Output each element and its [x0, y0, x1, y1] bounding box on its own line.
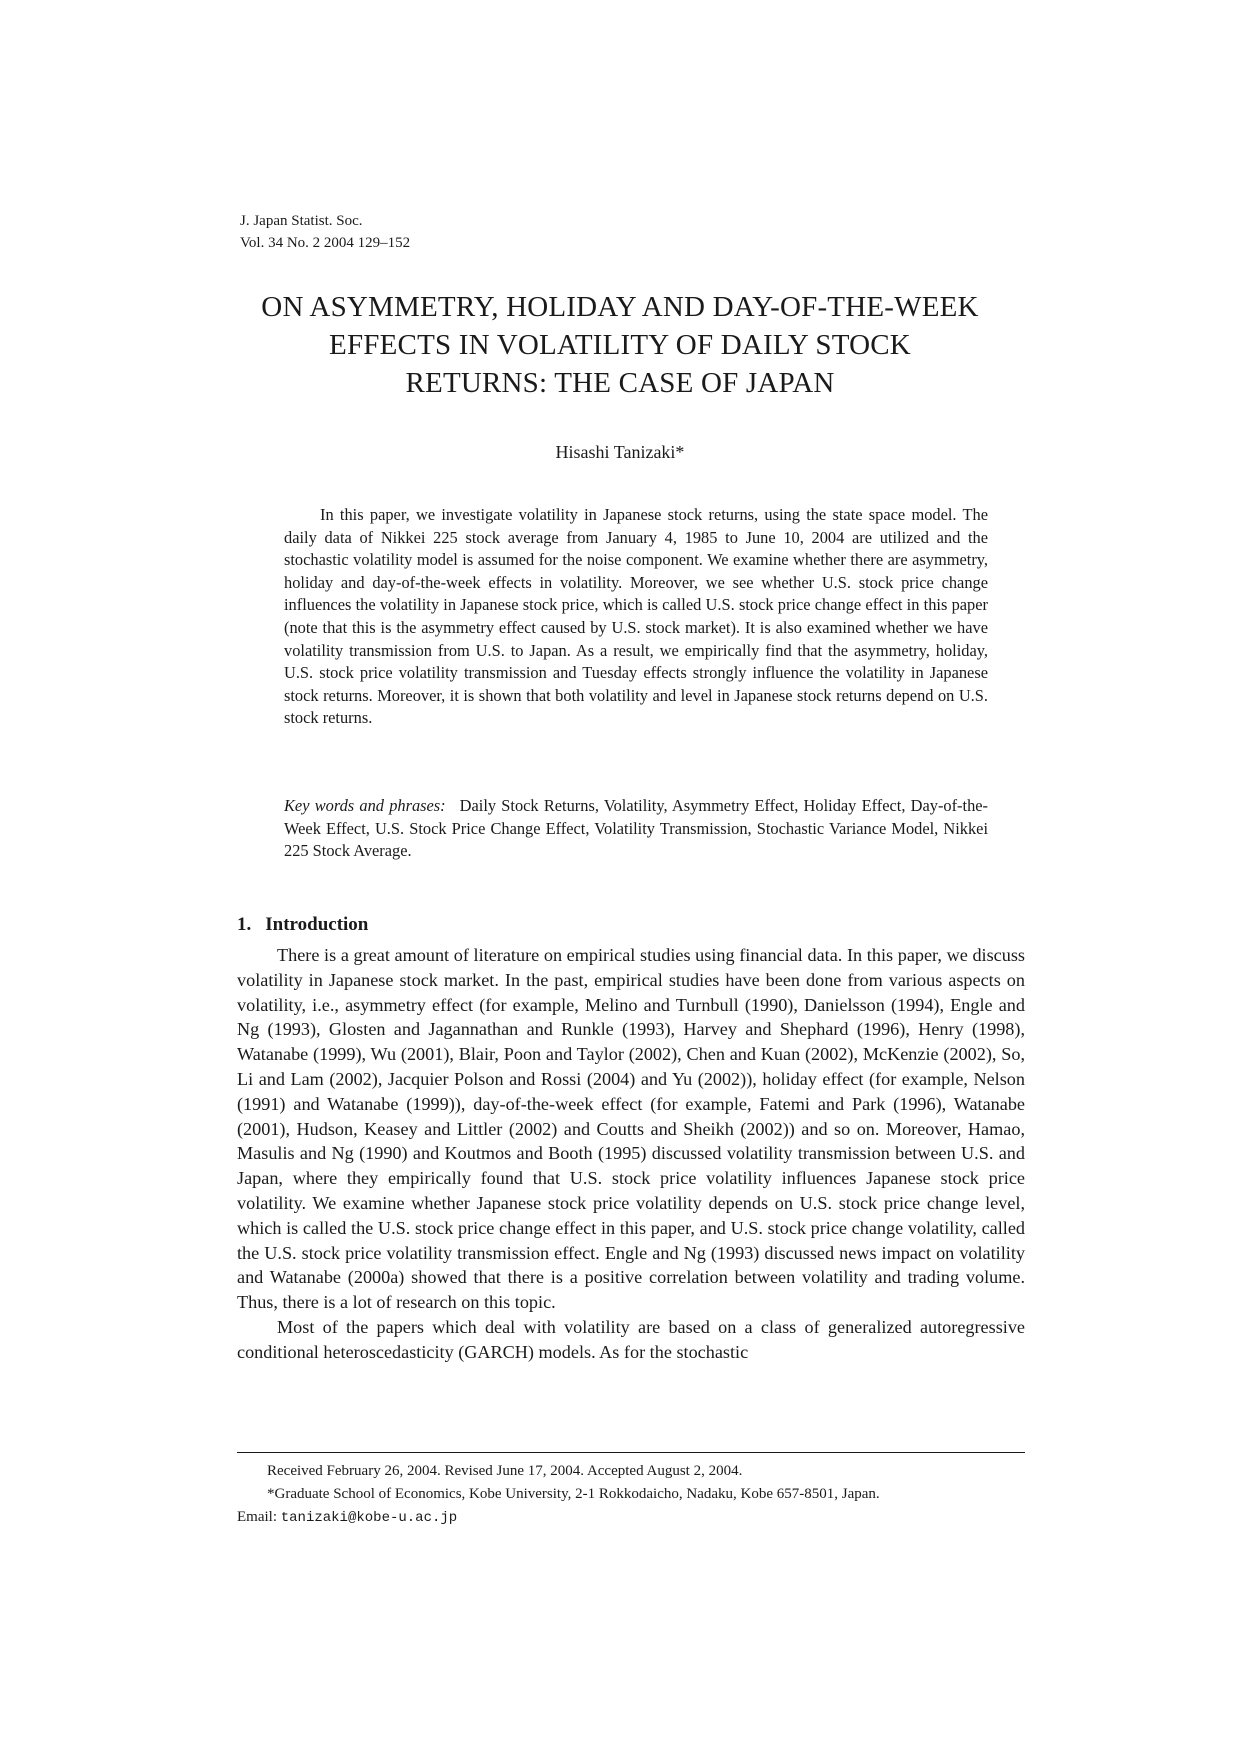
section-title: Introduction — [265, 914, 369, 935]
paper-title — [180, 288, 1060, 402]
section-number: 1. — [237, 914, 252, 935]
received-dates: Received February 26, 2004. Revised June 17, 2004. Accepted August 2, 2004. — [267, 1463, 743, 1479]
title-line-2: EFFECTS IN VOLATILITY OF DAILY STOCK — [329, 329, 911, 361]
email-line — [237, 1506, 1025, 1530]
keywords-label: Key words and phrases: — [284, 796, 446, 815]
email-address[interactable]: tanizaki@kobe-u.ac.jp — [280, 1510, 458, 1526]
footnotes — [237, 1460, 1025, 1530]
paragraph-2: Most of the papers which deal with volatility are based on a class of generalized autoregressive conditional heteroscedasticity (GARCH) models. As for the stochastic — [237, 1316, 1025, 1362]
paragraph-1: There is a great amount of literature on empirical studies using financial data. In this paper, we discuss volatility in Japanese stock market. In the past, empirical studies have been done from various aspects on volatility, i.e., asymmetry effect (for example, Melino and Turnbull (1990), Danielsson (1994), Engle and Ng (1993), Glosten and Jagannathan and Runkle (1993), Harvey and Shephard (1996), Henry (1998), Watanabe (1999), Wu (2001), Blair, Poon and Taylor (2002), Chen and Kuan (2002), McKenzie (2002), So, Li and Lam (2002), Jacquier Polson and Rossi (2004) and Yu (2002)), holiday effect (for example, Nelson (1991) and Watanabe (1999)), day-of-the-week effect (for example, Fatemi and Park (1996), Watanabe (2001), Hudson, Keasey and Littler (2002) and Coutts and Sheikh (2002)) and so on. Moreover, Hamao, Masulis and Ng (1990) and Koutmos and Booth (1995) discussed volatility transmission between U.S. and Japan, where they empirically found that U.S. stock price volatility influences Japanese stock price volatility. We examine whether Japanese stock price volatility depends on U.S. stock price change level, which is called the U.S. stock price change effect in this paper, and U.S. stock price change volatility, called the U.S. stock price volatility transmission effect. Engle and Ng (1993) discussed news impact on volatility and Watanabe (2000a) showed that there is a positive correlation between volatility and trading volume. Thus, there is a lot of research on this topic. — [237, 945, 1025, 1313]
keywords — [284, 795, 988, 863]
journal-header — [240, 210, 410, 254]
footnote-divider — [237, 1452, 1025, 1453]
email-label: Email: — [237, 1509, 277, 1525]
keywords-text: Daily Stock Returns, Volatility, Asymmetry Effect, Holiday Effect, Day-of-the-Week Effect, U.S. Stock Price Change Effect, Volatility Transmission, Stochastic Variance Model, Nikkei 225 Stock Average. — [284, 796, 988, 861]
title-line-1: ON ASYMMETRY, HOLIDAY AND DAY-OF-THE-WEEK — [261, 291, 979, 323]
journal-volume: Vol. 34 No. 2 2004 129–152 — [240, 235, 411, 251]
author-name: Hisashi Tanizaki* — [555, 442, 685, 462]
abstract — [284, 504, 988, 730]
section-heading — [237, 912, 368, 938]
abstract-text: In this paper, we investigate volatility in Japanese stock returns, using the state space model. The daily data of Nikkei 225 stock average from January 4, 1985 to June 10, 2004 are utilized and the stochastic volatility model is assumed for the noise component. We examine whether there are asymmetry, holiday and day-of-the-week effects in volatility. Moreover, we see whether U.S. stock price change influences the volatility in Japanese stock price, which is called U.S. stock price change effect in this paper (note that this is the asymmetry effect caused by U.S. stock market). It is also examined whether we have volatility transmission from U.S. to Japan. As a result, we empirically find that the asymmetry, holiday, U.S. stock price volatility transmission and Tuesday effects strongly influence the volatility in Japanese stock returns. Moreover, it is shown that both volatility and level in Japanese stock returns depend on U.S. stock returns. — [284, 505, 988, 728]
journal-name: J. Japan Statist. Soc. — [240, 213, 363, 229]
author-affiliation: *Graduate School of Economics, Kobe University, 2-1 Rokkodaicho, Nadaku, Kobe 657-8501, Japan. — [267, 1486, 880, 1502]
body-text — [237, 943, 1025, 1365]
title-line-3: RETURNS: THE CASE OF JAPAN — [405, 367, 835, 399]
